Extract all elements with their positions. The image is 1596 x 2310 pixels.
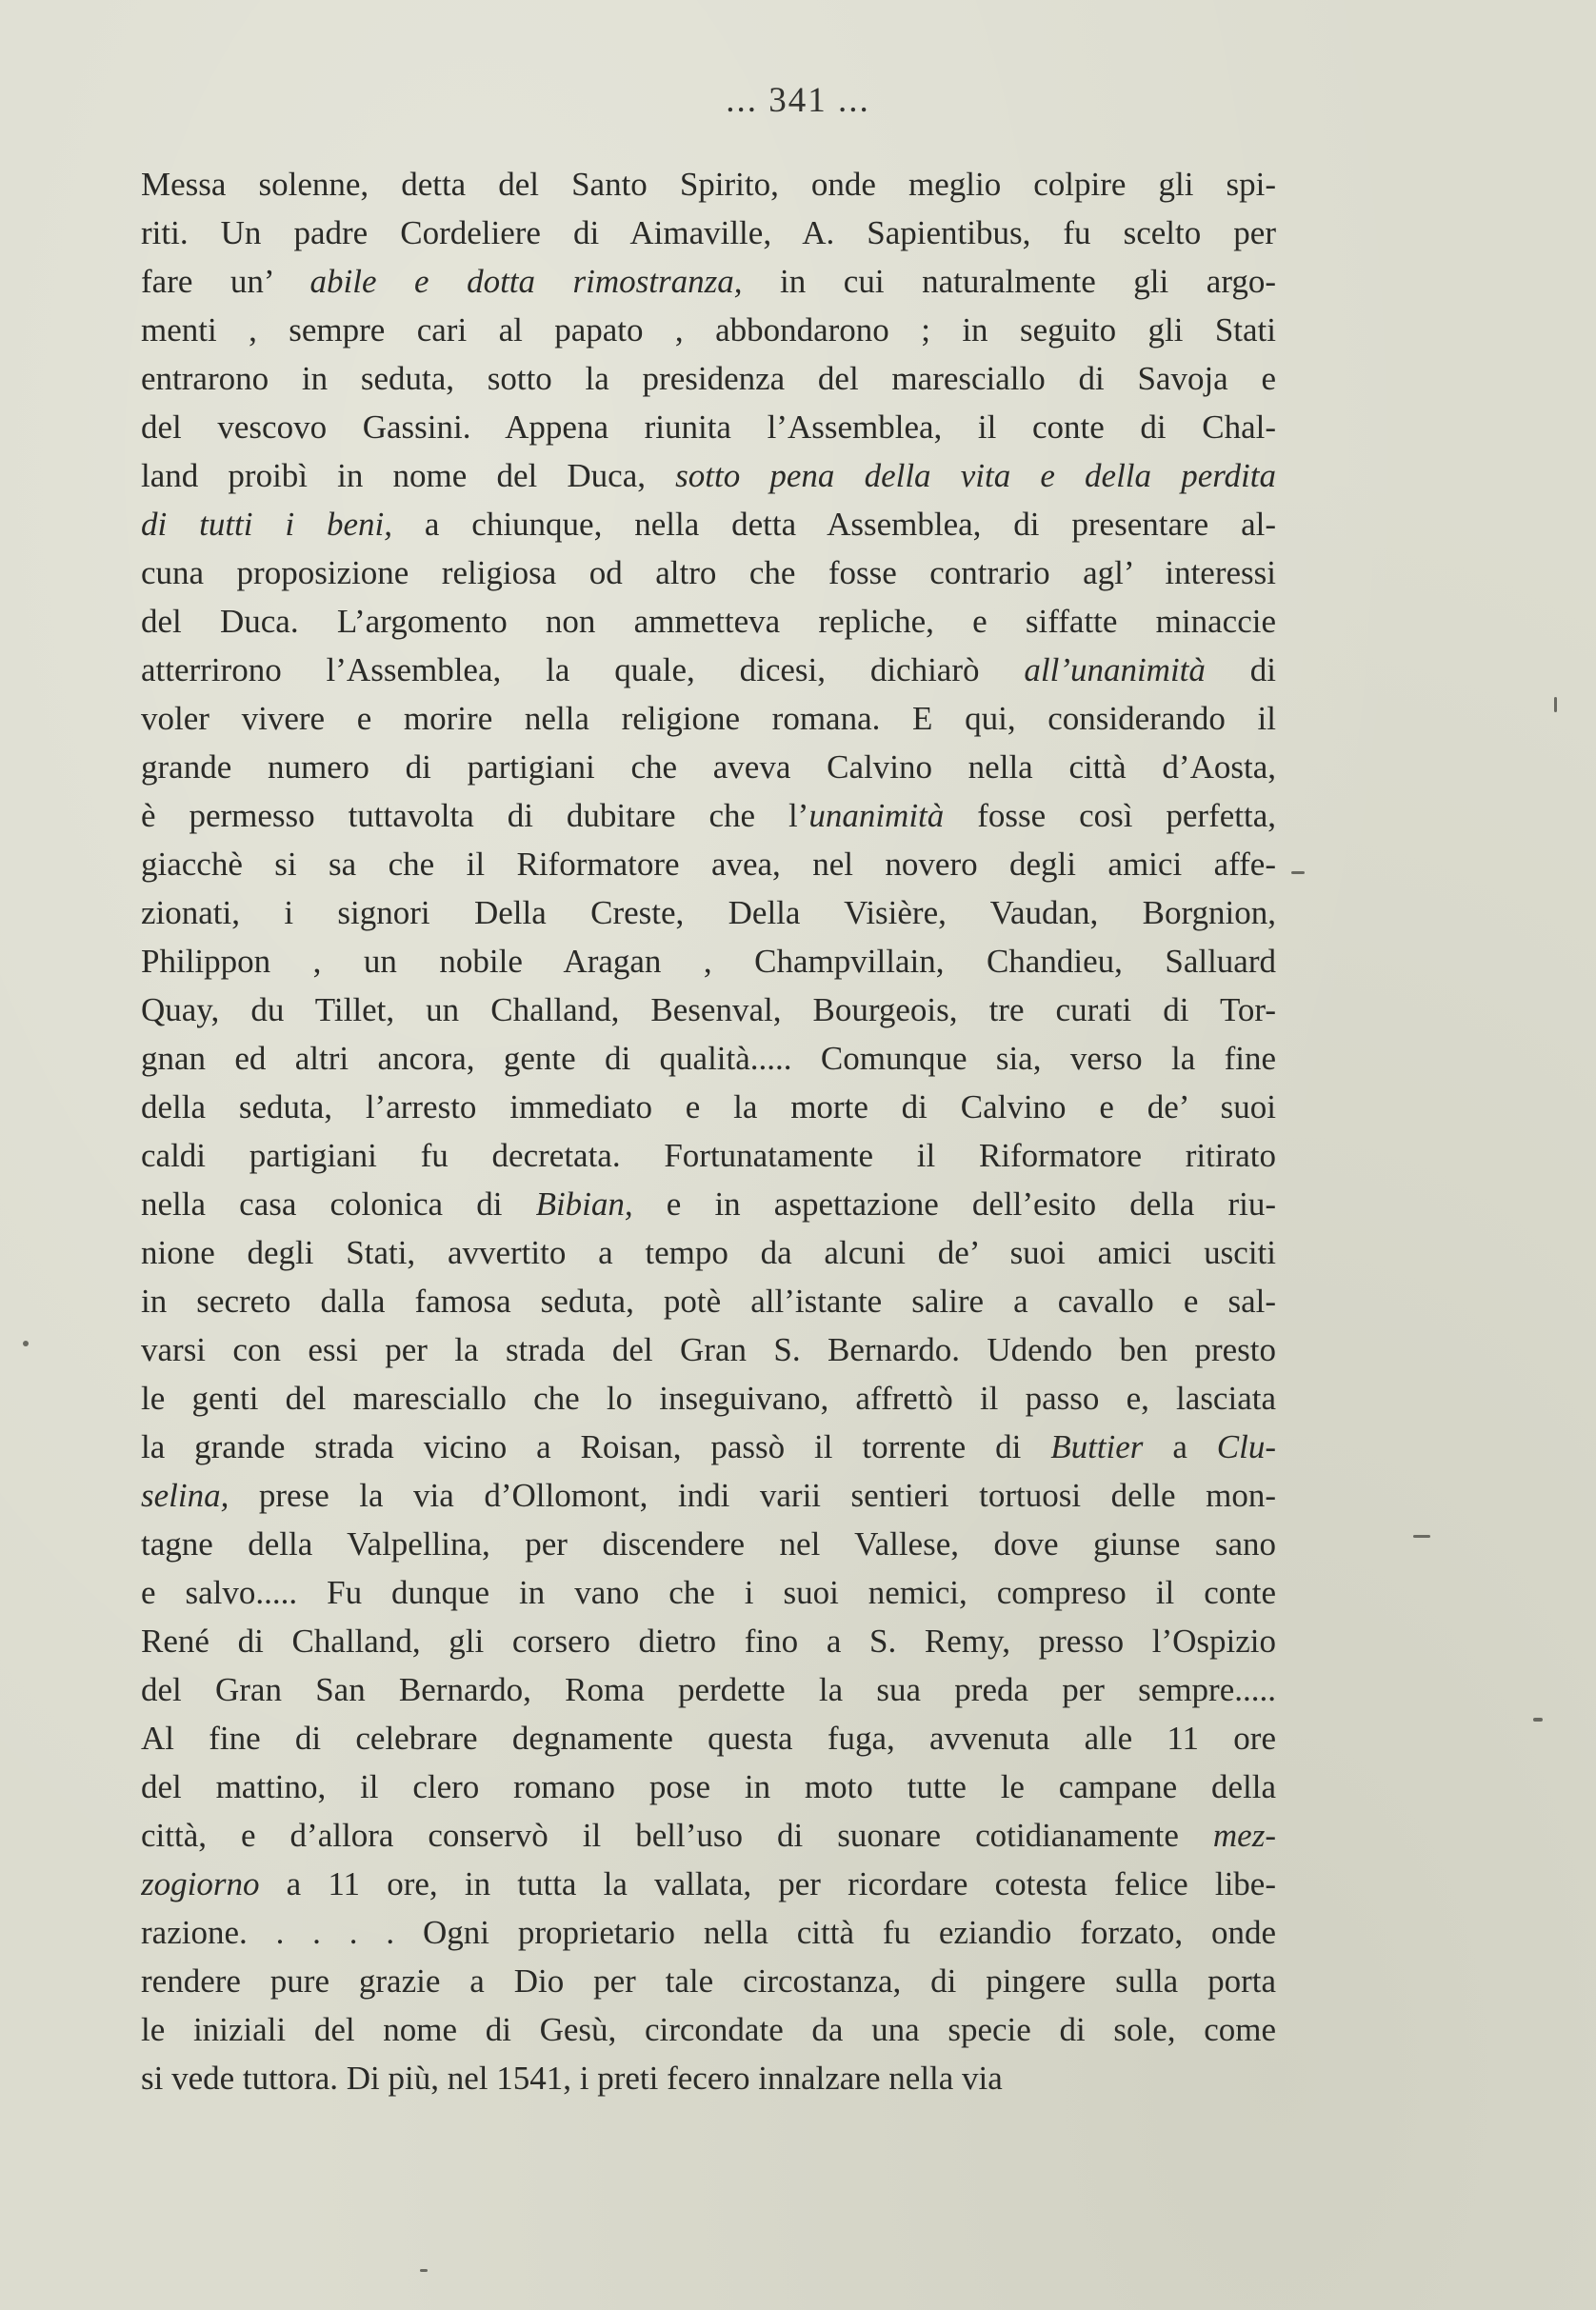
text-line bbox=[141, 1423, 1276, 1471]
text-segment: caldi partigiani fu decretata. Fortunatamente il Riformatore ritirato bbox=[141, 1137, 1276, 1174]
text-segment: gnan ed altri ancora, gente di qualità..... Comunque sia, verso la fine bbox=[141, 1040, 1276, 1077]
text-line bbox=[141, 937, 1276, 986]
text-segment: cuna proposizione religiosa od altro che fosse contrario agl’ interessi bbox=[141, 554, 1276, 591]
text-line bbox=[141, 1957, 1276, 2005]
text-line bbox=[141, 840, 1276, 888]
text-line bbox=[141, 1714, 1276, 1762]
text-line bbox=[141, 209, 1276, 257]
text-segment: nella casa colonica di bbox=[141, 1185, 536, 1223]
text-line bbox=[141, 1811, 1276, 1860]
scan-speck bbox=[1413, 1535, 1430, 1538]
text-segment: grande numero di partigiani che aveva Calvino nella città d’Aosta, bbox=[141, 748, 1276, 786]
text-segment: città, e d’allora conservò il bell’uso di suonare cotidianamente bbox=[141, 1817, 1213, 1854]
text-segment: fare un’ bbox=[141, 263, 310, 300]
text-segment: si vede tuttora. Di più, nel 1541, i preti fecero innalzare nella via bbox=[141, 2060, 1003, 2097]
italic-text-segment: mez- bbox=[1212, 1817, 1276, 1854]
scan-speck bbox=[1533, 1718, 1543, 1722]
text-line bbox=[141, 1228, 1276, 1277]
text-segment: è permesso tuttavolta di dubitare che l’ bbox=[141, 797, 809, 834]
text-line bbox=[141, 1277, 1276, 1325]
text-segment: Quay, du Tillet, un Challand, Besenval, Bourgeois, tre curati di Tor- bbox=[141, 991, 1276, 1028]
text-segment: atterrirono l’Assemblea, la quale, dicesi, dichiarò bbox=[141, 651, 1025, 688]
text-line bbox=[141, 2005, 1276, 2054]
italic-text-segment: Buttier bbox=[1050, 1428, 1144, 1465]
scan-speck bbox=[1291, 871, 1305, 874]
text-segment: giacchè si sa che il Riformatore avea, nel novero degli amici affe- bbox=[141, 846, 1276, 883]
italic-text-segment: all’unanimità bbox=[1024, 651, 1206, 688]
text-line bbox=[141, 1180, 1276, 1228]
text-segment: menti , sempre cari al papato , abbondarono ; in seguito gli Stati bbox=[141, 311, 1276, 348]
text-segment: zionati, i signori Della Creste, Della Visière, Vaudan, Borgnion, bbox=[141, 894, 1276, 931]
text-segment: Philippon , un nobile Aragan , Champvillain, Chandieu, Salluard bbox=[141, 943, 1276, 980]
italic-text-segment: di tutti i beni, bbox=[141, 506, 392, 543]
scan-speck bbox=[23, 1341, 29, 1346]
text-segment: tagne della Valpellina, per discendere nel Vallese, dove giunse sano bbox=[141, 1525, 1276, 1563]
italic-text-segment: sotto pena della vita e della perdita bbox=[675, 457, 1276, 494]
text-line bbox=[141, 2054, 1276, 2102]
text-segment: in secreto dalla famosa seduta, potè all’istante salire a cavallo e sal- bbox=[141, 1283, 1276, 1320]
text-segment: e salvo..... Fu dunque in vano che i suoi nemici, compreso il conte bbox=[141, 1574, 1276, 1611]
text-line bbox=[141, 1034, 1276, 1083]
italic-text-segment: abile e dotta rimostranza, bbox=[309, 263, 743, 300]
text-segment: prese la via d’Ollomont, indi varii sentieri tortuosi delle mon- bbox=[229, 1477, 1276, 1514]
text-line bbox=[141, 1374, 1276, 1423]
text-line bbox=[141, 160, 1276, 209]
text-line bbox=[141, 548, 1276, 597]
text-segment: fosse così perfetta, bbox=[944, 797, 1276, 834]
text-line bbox=[141, 500, 1276, 548]
text-segment: rendere pure grazie a Dio per tale circostanza, di pingere sulla porta bbox=[141, 1962, 1276, 2000]
text-segment: a chiunque, nella detta Assemblea, di presentare al- bbox=[392, 506, 1276, 543]
text-segment: Al fine di celebrare degnamente questa fuga, avvenuta alle 11 ore bbox=[141, 1720, 1276, 1757]
text-segment: di bbox=[1205, 651, 1276, 688]
text-segment: René di Challand, gli corsero dietro fino a S. Remy, presso l’Ospizio bbox=[141, 1623, 1276, 1660]
text-segment: in cui naturalmente gli argo- bbox=[742, 263, 1276, 300]
text-segment: a bbox=[1143, 1428, 1217, 1465]
text-line bbox=[141, 1325, 1276, 1374]
italic-text-segment: Clu- bbox=[1216, 1428, 1276, 1465]
text-line bbox=[141, 743, 1276, 791]
text-segment: varsi con essi per la strada del Gran S. Bernardo. Udendo ben presto bbox=[141, 1331, 1276, 1368]
text-segment: della seduta, l’arresto immediato e la morte di Calvino e de’ suoi bbox=[141, 1088, 1276, 1125]
text-segment: voler vivere e morire nella religione romana. E qui, considerando il bbox=[141, 700, 1276, 737]
text-segment: land proibì in nome del Duca, bbox=[141, 457, 676, 494]
text-line bbox=[141, 403, 1276, 451]
text-line bbox=[141, 1520, 1276, 1568]
text-segment: le genti del maresciallo che lo inseguivano, affrettò il passo e, lasciata bbox=[141, 1380, 1276, 1417]
text-line bbox=[141, 1762, 1276, 1811]
text-line bbox=[141, 597, 1276, 646]
text-line bbox=[141, 257, 1276, 306]
scan-speck bbox=[1554, 697, 1557, 712]
text-line bbox=[141, 1860, 1276, 1908]
page-number: ... 341 ... bbox=[726, 81, 870, 120]
text-line bbox=[141, 646, 1276, 694]
text-line bbox=[141, 1131, 1276, 1180]
text-line bbox=[141, 1471, 1276, 1520]
text-segment: del vescovo Gassini. Appena riunita l’Assemblea, il conte di Chal- bbox=[141, 408, 1276, 446]
italic-text-segment: Bibian, bbox=[535, 1185, 633, 1223]
text-line bbox=[141, 306, 1276, 354]
italic-text-segment: zogiorno bbox=[141, 1865, 260, 1902]
text-line bbox=[141, 1083, 1276, 1131]
text-segment: la grande strada vicino a Roisan, passò il torrente di bbox=[141, 1428, 1051, 1465]
text-segment: razione. . . . . Ogni proprietario nella città fu eziandio forzato, onde bbox=[141, 1914, 1276, 1951]
text-line bbox=[141, 1908, 1276, 1957]
text-segment: a 11 ore, in tutta la vallata, per ricordare cotesta felice libe- bbox=[259, 1865, 1276, 1902]
text-line bbox=[141, 354, 1276, 403]
text-line bbox=[141, 791, 1276, 840]
text-segment: riti. Un padre Cordeliere di Aimaville, A. Sapientibus, fu scelto per bbox=[141, 214, 1276, 251]
text-line bbox=[141, 888, 1276, 937]
text-line bbox=[141, 451, 1276, 500]
text-line bbox=[141, 986, 1276, 1034]
text-segment: del Gran San Bernardo, Roma perdette la sua preda per sempre..... bbox=[141, 1671, 1276, 1708]
body-text bbox=[141, 160, 1276, 2102]
text-segment: e in aspettazione dell’esito della riu- bbox=[632, 1185, 1276, 1223]
text-line bbox=[141, 1665, 1276, 1714]
italic-text-segment: selina, bbox=[141, 1477, 229, 1514]
text-segment: Messa solenne, detta del Santo Spirito, onde meglio colpire gli spi- bbox=[141, 166, 1276, 203]
scan-speck bbox=[420, 2269, 428, 2272]
text-segment: del Duca. L’argomento non ammetteva repliche, e siffatte minaccie bbox=[141, 603, 1276, 640]
text-segment: entrarono in seduta, sotto la presidenza del maresciallo di Savoja e bbox=[141, 360, 1276, 397]
text-segment: le iniziali del nome di Gesù, circondate da una specie di sole, come bbox=[141, 2011, 1276, 2048]
text-line bbox=[141, 1617, 1276, 1665]
text-line bbox=[141, 694, 1276, 743]
text-segment: nione degli Stati, avvertito a tempo da alcuni de’ suoi amici usciti bbox=[141, 1234, 1276, 1271]
italic-text-segment: unanimità bbox=[808, 797, 945, 834]
text-line bbox=[141, 1568, 1276, 1617]
text-segment: del mattino, il clero romano pose in moto tutte le campane della bbox=[141, 1768, 1276, 1805]
